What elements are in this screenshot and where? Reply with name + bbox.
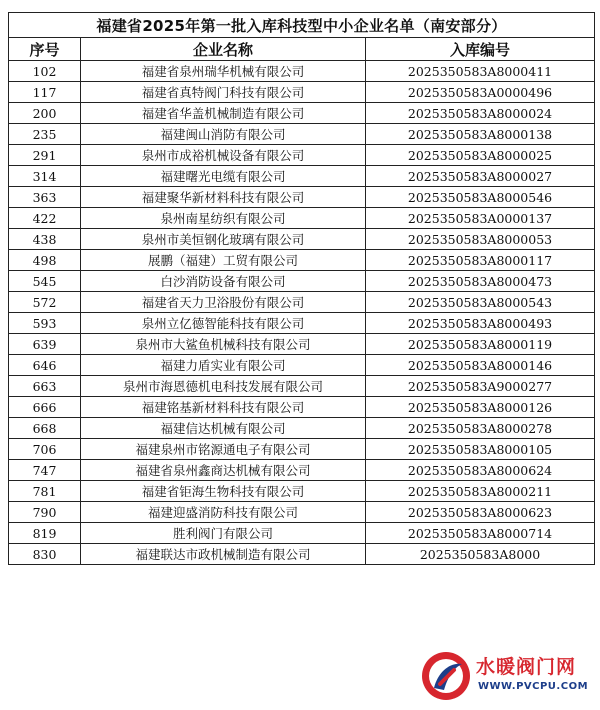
table-row [9, 502, 595, 523]
table-row [9, 61, 595, 82]
company-name-cell: 泉州市成裕机械设备有限公司 [81, 145, 366, 166]
registration-code-cell: 2025350583A8000278 [366, 418, 595, 439]
table-row [9, 292, 595, 313]
table-row [9, 439, 595, 460]
row-number-cell: 102 [9, 61, 81, 82]
company-name-cell: 展鹏（福建）工贸有限公司 [81, 250, 366, 271]
registration-code-cell: 2025350583A8000138 [366, 124, 595, 145]
table-row [9, 103, 595, 124]
row-number-cell: 498 [9, 250, 81, 271]
row-number-cell: 363 [9, 187, 81, 208]
registration-code-cell: 2025350583A8000025 [366, 145, 595, 166]
table-body [9, 61, 595, 565]
table-row [9, 229, 595, 250]
valve-logo-icon [420, 650, 472, 702]
table-row [9, 544, 595, 565]
company-name-cell: 泉州市大鲨鱼机械科技有限公司 [81, 334, 366, 355]
row-number-cell: 819 [9, 523, 81, 544]
company-name-cell: 福建省泉州瑞华机械有限公司 [81, 61, 366, 82]
row-number-cell: 747 [9, 460, 81, 481]
company-name-cell: 福建信达机械有限公司 [81, 418, 366, 439]
column-header-registration-code: 入库编号 [366, 38, 595, 61]
title-row [9, 13, 595, 38]
registration-code-cell: 2025350583A8000126 [366, 397, 595, 418]
table-row [9, 82, 595, 103]
site-watermark [420, 650, 596, 704]
registration-code-cell: 2025350583A8000024 [366, 103, 595, 124]
company-name-cell: 福建铭基新材料科技有限公司 [81, 397, 366, 418]
registration-code-cell: 2025350583A8000027 [366, 166, 595, 187]
company-name-cell: 福建省真特阀门科技有限公司 [81, 82, 366, 103]
registration-code-cell: 2025350583A8000623 [366, 502, 595, 523]
table-row [9, 124, 595, 145]
column-header-company-name: 企业名称 [81, 38, 366, 61]
registration-code-cell: 2025350583A8000543 [366, 292, 595, 313]
table-row [9, 250, 595, 271]
company-name-cell: 泉州立亿德智能科技有限公司 [81, 313, 366, 334]
row-number-cell: 663 [9, 376, 81, 397]
company-name-cell: 福建力盾实业有限公司 [81, 355, 366, 376]
row-number-cell: 314 [9, 166, 81, 187]
row-number-cell: 117 [9, 82, 81, 103]
company-name-cell: 白沙消防设备有限公司 [81, 271, 366, 292]
table-row [9, 208, 595, 229]
registration-code-cell: 2025350583A8000105 [366, 439, 595, 460]
table-row [9, 418, 595, 439]
company-name-cell: 泉州市海恩德机电科技发展有限公司 [81, 376, 366, 397]
row-number-cell: 706 [9, 439, 81, 460]
table-row [9, 271, 595, 292]
registration-code-cell: 2025350583A8000624 [366, 460, 595, 481]
company-name-cell: 胜利阀门有限公司 [81, 523, 366, 544]
watermark-site-url: WWW.PVCPU.COM [478, 681, 589, 692]
registration-code-cell: 2025350583A8000146 [366, 355, 595, 376]
row-number-cell: 639 [9, 334, 81, 355]
table-row [9, 355, 595, 376]
watermark-site-name: 水暖阀门网 [476, 656, 577, 678]
row-number-cell: 593 [9, 313, 81, 334]
table-row [9, 460, 595, 481]
registration-code-cell: 2025350583A8000119 [366, 334, 595, 355]
row-number-cell: 830 [9, 544, 81, 565]
registration-code-cell: 2025350583A8000493 [366, 313, 595, 334]
registration-code-cell: 2025350583A8000053 [366, 229, 595, 250]
row-number-cell: 572 [9, 292, 81, 313]
registration-code-cell: 2025350583A8000411 [366, 61, 595, 82]
row-number-cell: 781 [9, 481, 81, 502]
registration-code-cell: 2025350583A8000211 [366, 481, 595, 502]
company-name-cell: 福建聚华新材料科技有限公司 [81, 187, 366, 208]
row-number-cell: 291 [9, 145, 81, 166]
table-title: 福建省2025年第一批入库科技型中小企业名单（南安部分） [9, 13, 595, 38]
table-row [9, 187, 595, 208]
registration-code-cell: 2025350583A9000277 [366, 376, 595, 397]
company-name-cell: 福建迎盛消防科技有限公司 [81, 502, 366, 523]
header-row [9, 38, 595, 61]
registration-code-cell: 2025350583A8000546 [366, 187, 595, 208]
enterprise-table [8, 12, 595, 565]
row-number-cell: 646 [9, 355, 81, 376]
table-row [9, 523, 595, 544]
registration-code-cell: 2025350583A8000714 [366, 523, 595, 544]
table-row [9, 481, 595, 502]
registration-code-cell: 2025350583A0000496 [366, 82, 595, 103]
registration-code-cell: 2025350583A8000 [366, 544, 595, 565]
row-number-cell: 235 [9, 124, 81, 145]
company-name-cell: 福建泉州市铭源通电子有限公司 [81, 439, 366, 460]
row-number-cell: 790 [9, 502, 81, 523]
company-name-cell: 福建曙光电缆有限公司 [81, 166, 366, 187]
table-row [9, 166, 595, 187]
row-number-cell: 422 [9, 208, 81, 229]
registration-code-cell: 2025350583A8000117 [366, 250, 595, 271]
table-row [9, 334, 595, 355]
table-row [9, 397, 595, 418]
enterprise-list-sheet [8, 12, 594, 565]
company-name-cell: 泉州市美恒钢化玻璃有限公司 [81, 229, 366, 250]
row-number-cell: 668 [9, 418, 81, 439]
company-name-cell: 福建省华盖机械制造有限公司 [81, 103, 366, 124]
row-number-cell: 545 [9, 271, 81, 292]
registration-code-cell: 2025350583A0000137 [366, 208, 595, 229]
company-name-cell: 福建联达市政机械制造有限公司 [81, 544, 366, 565]
company-name-cell: 泉州南星纺织有限公司 [81, 208, 366, 229]
table-row [9, 376, 595, 397]
row-number-cell: 438 [9, 229, 81, 250]
company-name-cell: 福建省钜海生物科技有限公司 [81, 481, 366, 502]
company-name-cell: 福建省天力卫浴股份有限公司 [81, 292, 366, 313]
company-name-cell: 福建省泉州鑫商达机械有限公司 [81, 460, 366, 481]
registration-code-cell: 2025350583A8000473 [366, 271, 595, 292]
row-number-cell: 200 [9, 103, 81, 124]
row-number-cell: 666 [9, 397, 81, 418]
table-row [9, 313, 595, 334]
column-header-number: 序号 [9, 38, 81, 61]
company-name-cell: 福建闽山消防有限公司 [81, 124, 366, 145]
table-row [9, 145, 595, 166]
